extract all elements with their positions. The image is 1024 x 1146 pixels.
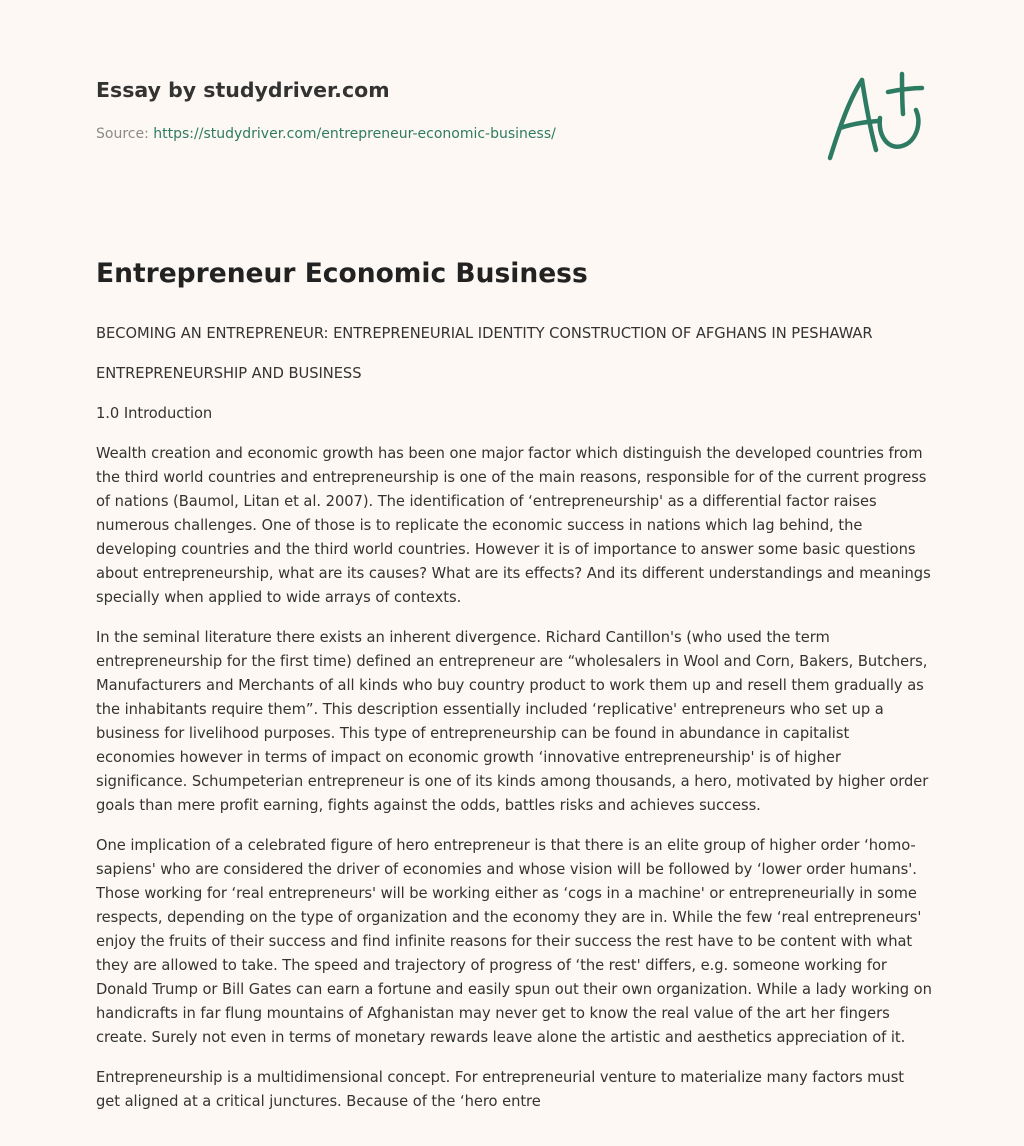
grade-logo-icon [818,66,930,166]
source-line [96,124,796,144]
a-plus-icon [818,66,930,166]
paragraph-heading: BECOMING AN ENTREPRENEUR: ENTREPRENEURIAL IDENTITY CONSTRUCTION OF AFGHANS IN PESHAWAR [96,325,873,342]
paragraph: Wealth creation and economic growth has been one major factor which distinguish the developed countries from the third world countries and entrepreneurship is one of the main reasons, responsible for of the current progress of nations (Baumol, Litan et al. 2007). The identification of ‘entrepreneurship' as a differential factor raises numerous challenges. One of those is to replicate the economic success in nations which lag behind, the developing countries and the third world countries. However it is of importance to answer some basic questions about entrepreneurship, what are its causes? What are its effects? And its different understandings and meanings specially when applied to wide arrays of contexts. [96,445,931,606]
source-link[interactable]: https://studydriver.com/entrepreneur-economic-business/ [153,126,556,142]
paragraph-subheading: ENTREPRENEURSHIP AND BUSINESS [96,365,362,382]
paragraph-section-number: 1.0 Introduction [96,405,213,422]
essay-title: Entrepreneur Economic Business [96,258,588,289]
essay-content [96,254,932,1130]
site-brand: Essay by studydriver.com [96,78,390,102]
paragraph: In the seminal literature there exists an inherent divergence. Richard Cantillon's (who used the term entrepreneurship for the first time) defined an entrepreneur are “wholesalers in Wool and Corn, Bakers, Butchers, Manufacturers and Merchants of all kinds who buy country product to work them up and resell them gradually as the inhabitants require them”. This description essentially included ‘replicative' entrepreneurs who set up a business for livelihood purposes. This type of entrepreneurship can be found in abundance in capitalist economies however in terms of impact on economic growth ‘innovative entrepreneurship' is of higher significance. Schumpeterian entrepreneur is one of its kinds among thousands, a hero, motivated by higher order goals than mere profit earning, fights against the odds, battles risks and achieves success. [96,629,929,814]
source-label: Source: [96,126,149,142]
paragraph: Entrepreneurship is a multidimensional concept. For entrepreneurial venture to materialize many factors must get aligned at a critical junctures. Because of the ‘hero entre [96,1069,905,1110]
paragraph: One implication of a celebrated figure of hero entrepreneur is that there is an elite group of higher order ‘homo-sapiens' who are considered the driver of economies and whose vision will be followed by ‘lower order humans'. Those working for ‘real entrepreneurs' will be working either as ‘cogs in a machine' or entrepreneurially in some respects, depending on the type of organization and the economy they are in. While the few ‘real entrepreneurs' enjoy the fruits of their success and find infinite reasons for their success the rest have to be content with what they are allowed to take. The speed and trajectory of progress of ‘the rest' differs, e.g. someone working for Donald Trump or Bill Gates can earn a fortune and easily spun out their own organization. While a lady working on handicrafts in far flung mountains of Afghanistan may never get to know the real value of the art her fingers create. Surely not even in terms of monetary rewards leave alone the artistic and aesthetics appreciation of it. [96,837,932,1046]
essay-header [96,76,796,144]
